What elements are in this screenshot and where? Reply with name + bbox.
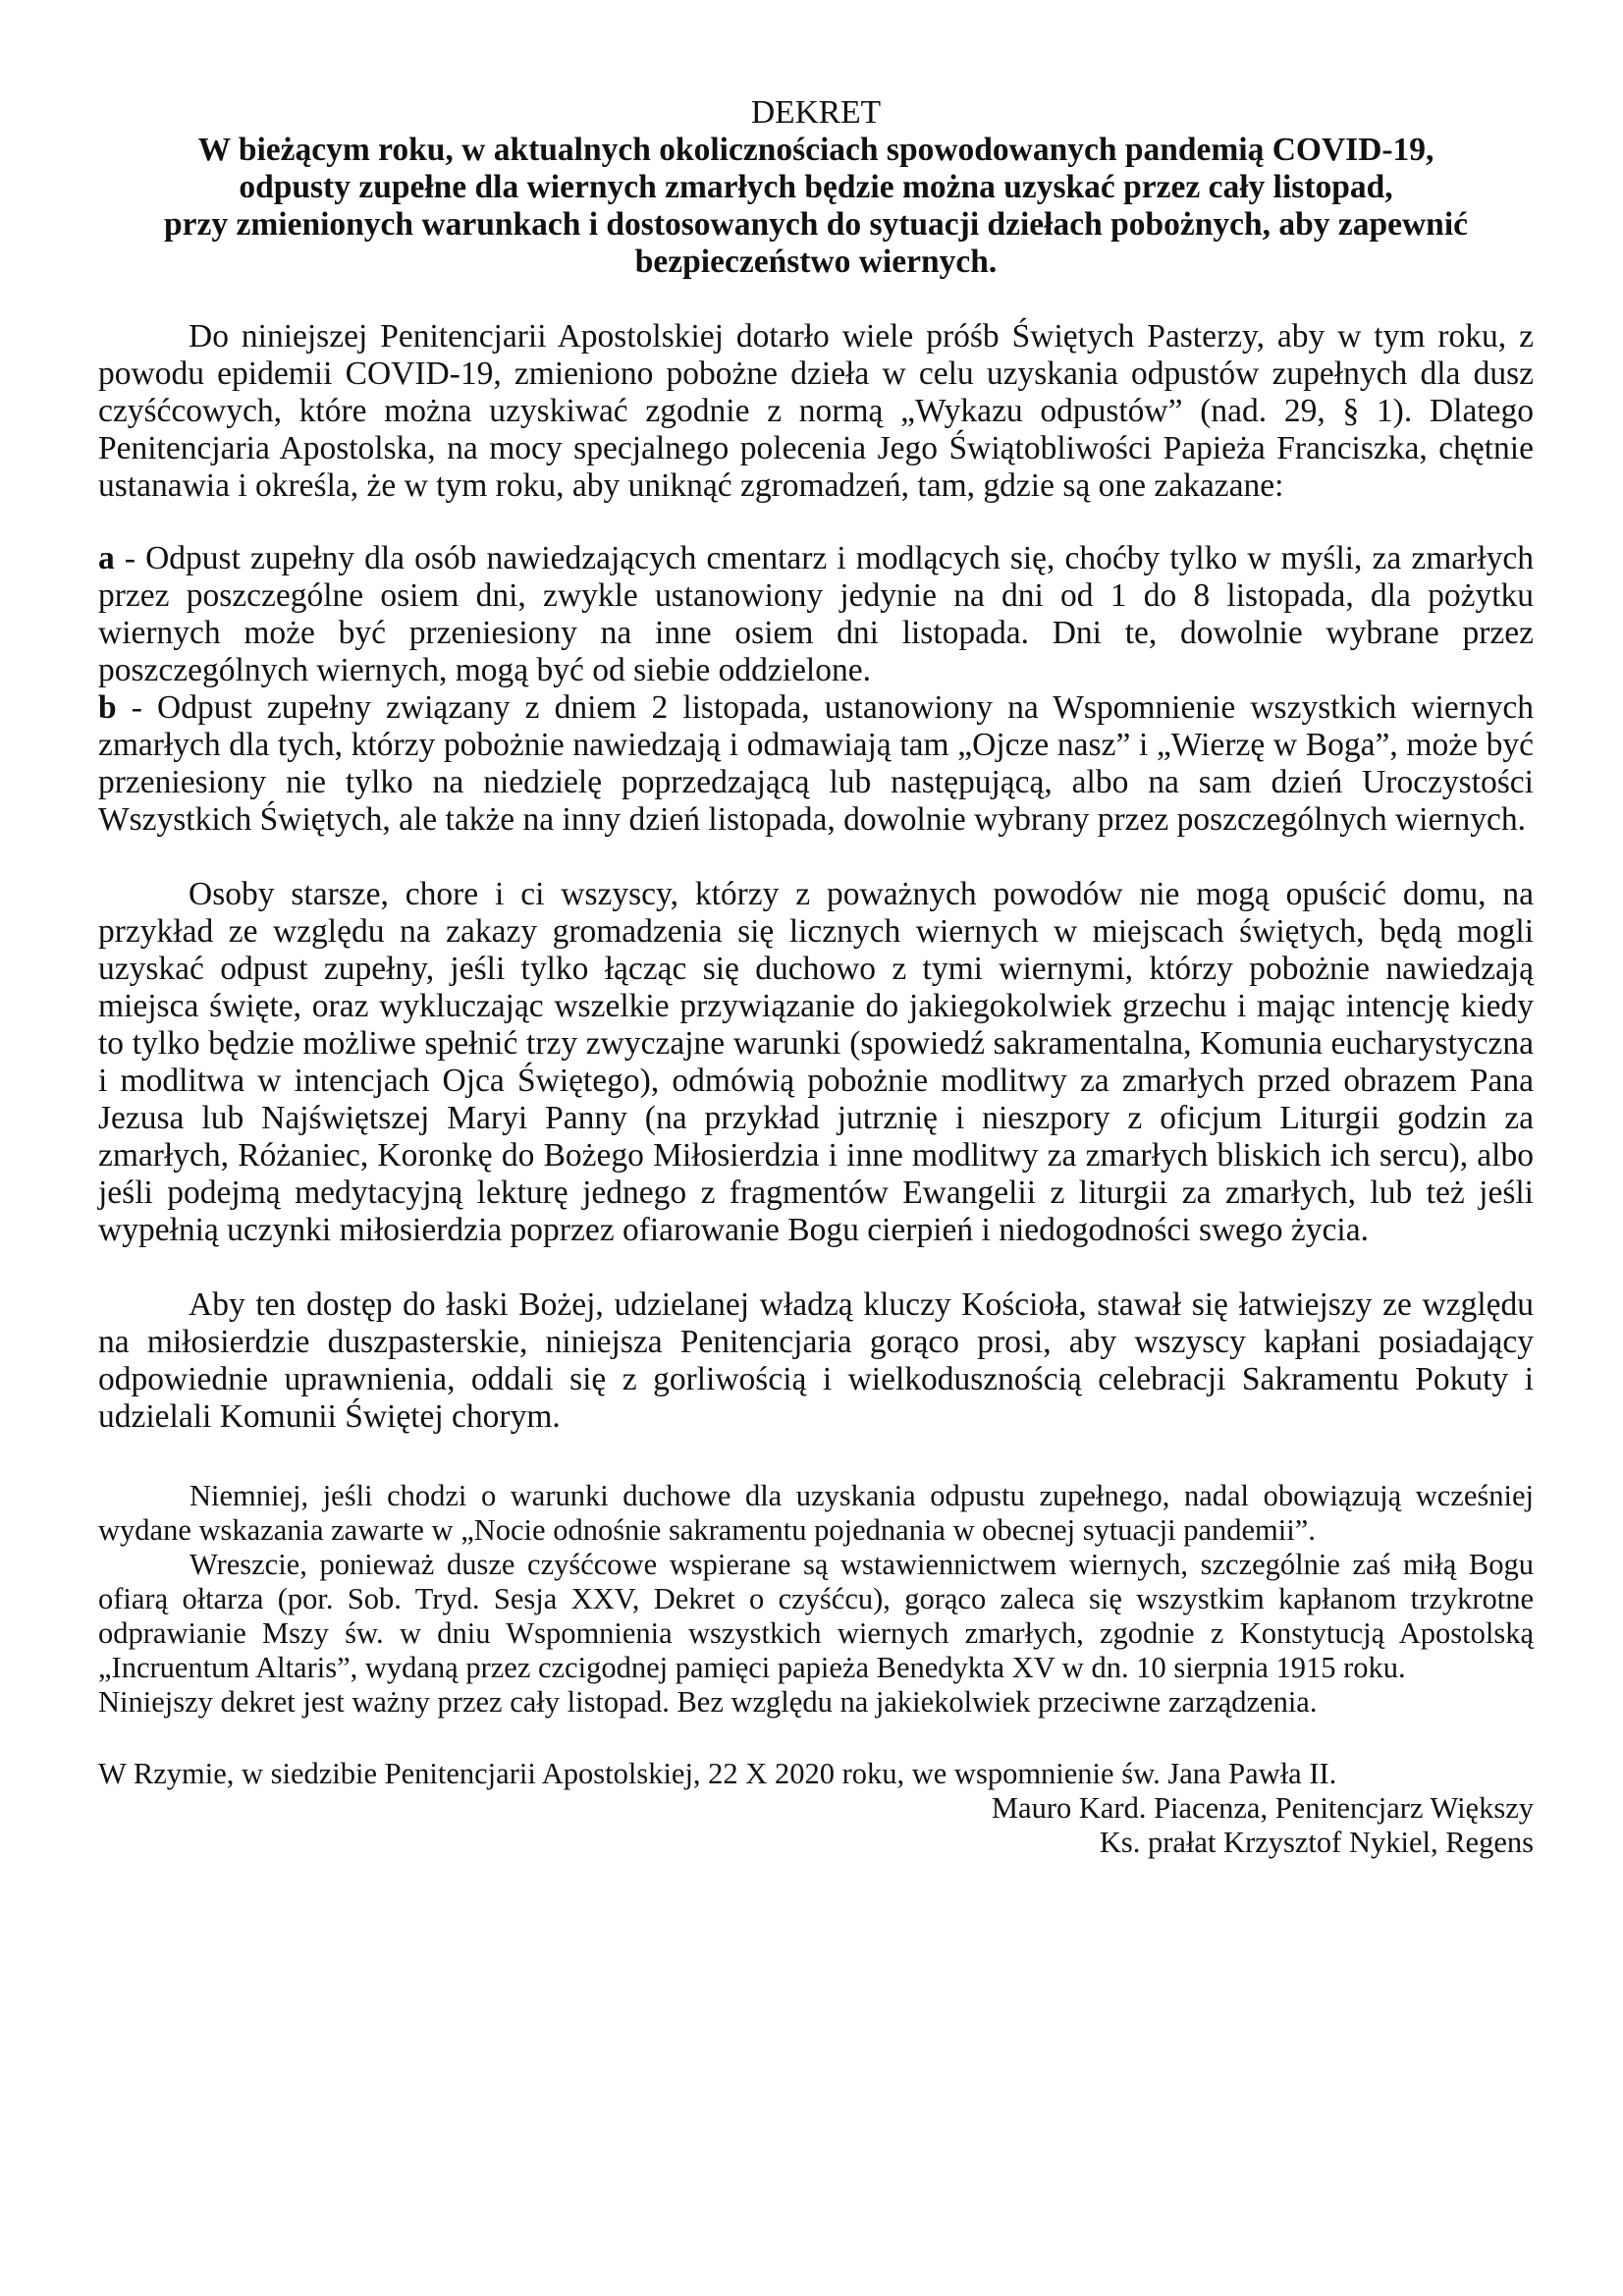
decree-subtitle-line-2: odpusty zupełne dla wiernych zmarłych będzie można uzyskać przez cały listopad, (239, 169, 1393, 205)
signatory-prefect: Mauro Kard. Piacenza, Penitencjarz Większy (991, 1791, 1534, 1825)
decree-document (98, 94, 1534, 1860)
finally-paragraph: Wreszcie, ponieważ dusze czyśćcowe wspierane są wstawiennictwem wiernych, szczególnie zaś miłą Bogu ofiarą ołtarza (por. Sob. Tryd. Sesja XXV, Dekret o czyśćcu), gorąco zaleca się wszystkim kapłanom trzykrotne odprawianie Mszy św. w dniu Wspomnienia wszystkich wiernych zmarłych, zgodnie z Konstytucją Apostolską „Incruentum Altaris”, wydaną przez czcigodnej pamięci papieża Benedykta XV w dn. 10 sierpnia 1915 roku. (98, 1548, 1534, 1684)
decree-subtitle-line-3: przy zmienionych warunkach i dostosowanych do sytuacji dziełach pobożnych, aby zapewnić (164, 206, 1468, 243)
signatory-regent: Ks. prałat Krzysztof Nykiel, Regens (1099, 1826, 1534, 1859)
item-a-letter: a (98, 540, 115, 576)
item-b-letter: b (98, 689, 117, 726)
validity-paragraph: Niniejszy dekret jest ważny przez cały listopad. Bez względu na jakiekolwiek przeciwne zarządzenia. (98, 1685, 1318, 1719)
item-a-text: - Odpust zupełny dla osób nawiedzających cmentarz i modlących się, choćby tylko w myśli, za zmarłych przez poszczególne osiem dni, zwykle ustanowiony jedynie na dni od 1 do 8 listopada, dla pożytku wiernych może być przeniesiony na inne osiem dni listopada. Dni te, dowolnie wybrane przez poszczególnych wiernych, mogą być od siebie oddzielone. (98, 540, 1534, 688)
item-b-paragraph (98, 689, 1534, 839)
decree-subtitle-line-4: bezpieczeństwo wiernych. (634, 244, 998, 280)
decree-title: DEKRET (750, 94, 882, 131)
spiritual-conditions-paragraph: Niemniej, jeśli chodzi o warunki duchowe dla uzyskania odpustu zupełnego, nadal obowiązują wcześniej wydane wskazania zawarte w „Nocie odnośnie sakramentu pojednania w obecnej sytuacji pandemii”. (98, 1479, 1534, 1547)
decree-subtitle-line-1: W bieżącym roku, w aktualnych okolicznościach spowodowanych pandemią COVID-19, (197, 132, 1434, 168)
item-b-text: - Odpust zupełny związany z dniem 2 listopada, ustanowiony na Wspomnienie wszystkich wiernych zmarłych dla tych, którzy pobożnie nawiedzają i odmawiają tam „Ojcze nasz” i „Wierzę w Boga”, może być przeniesiony nie tylko na niedzielę poprzedzającą lub następującą, albo na sam dzień Uroczystości Wszystkich Świętych, ale także na inny dzień listopada, dowolnie wybrany przez poszczególnych wiernych. (98, 689, 1534, 838)
access-paragraph: Aby ten dostęp do łaski Bożej, udzielanej władzą kluczy Kościoła, stawał się łatwiejszy ze względu na miłosierdzie duszpasterskie, niniejsza Penitencjaria gorąco prosi, aby wszyscy kapłani posiadający odpowiednie uprawnienia, oddali się z gorliwością i wielkodusznością celebracji Sakramentu Pokuty i udzielali Komunii Świętej chorym. (98, 1286, 1534, 1435)
intro-paragraph: Do niniejszej Penitencjarii Apostolskiej dotarło wiele próśb Świętych Pasterzy, aby w tym roku, z powodu epidemii COVID-19, zmieniono pobożne dzieła w celu uzyskania odpustów zupełnych dla dusz czyśćcowych, które można uzyskiwać zgodnie z normą „Wykazu odpustów” (nad. 29, § 1). Dlatego Penitencjaria Apostolska, na mocy specjalnego polecenia Jego Świątobliwości Papieża Franciszka, chętnie ustanawia i określa, że w tym roku, aby uniknąć zgromadzeń, tam, gdzie są one zakazane: (98, 318, 1534, 504)
place-date-line: W Rzymie, w siedzibie Penitencjarii Apostolskiej, 22 X 2020 roku, we wspomnienie św. Jana Pawła II. (98, 1757, 1337, 1790)
decree-header (98, 94, 1534, 281)
elderly-paragraph: Osoby starsze, chore i ci wszyscy, którzy z poważnych powodów nie mogą opuścić domu, na przykład ze względu na zakazy gromadzenia się licznych wiernych w miejscach świętych, będą mogli uzyskać odpust zupełny, jeśli tylko łącząc się duchowo z tymi wiernymi, którzy pobożnie nawiedzają miejsca święte, oraz wykluczając wszelkie przywiązanie do jakiegokolwiek grzechu i mając intencję kiedy to tylko będzie możliwe spełnić trzy zwyczajne warunki (spowiedź sakramentalna, Komunia eucharystyczna i modlitwa w intencjach Ojca Świętego), odmówią pobożnie modlitwy za zmarłych przed obrazem Pana Jezusa lub Najświętszej Maryi Panny (na przykład jutrznię i nieszpory z oficjum Liturgii godzin za zmarłych, Różaniec, Koronkę do Bożego Miłosierdzia i inne modlitwy za zmarłych bliskich ich sercu), albo jeśli podejmą medytacyjną lekturę jednego z fragmentów Ewangelii z liturgii za zmarłych, lub też jeśli wypełnią uczynki miłosierdzia poprzez ofiarowanie Bogu cierpień i niedogodności swego życia. (98, 876, 1534, 1248)
item-a-paragraph (98, 540, 1534, 689)
